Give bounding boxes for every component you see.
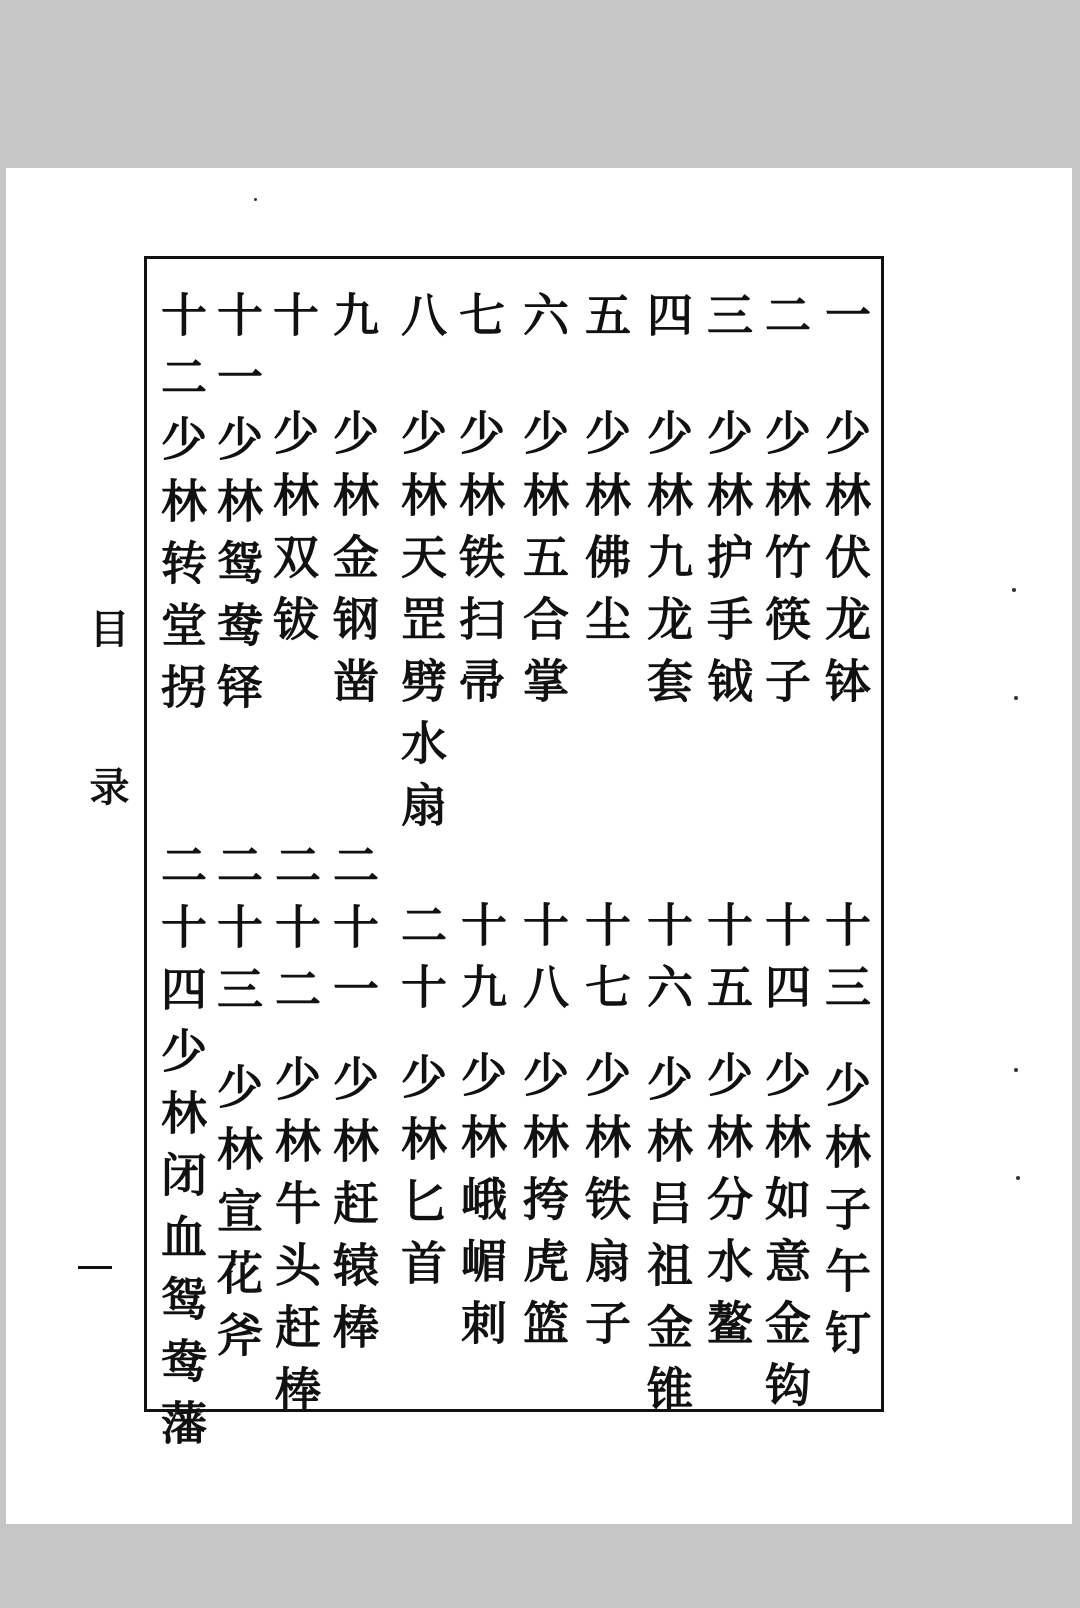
entry-title: 少林挎虎篮	[516, 1051, 570, 1361]
toc-entry-5	[575, 291, 635, 657]
scan-speck	[254, 198, 257, 201]
entry-number: 二十一	[326, 841, 380, 1027]
entry-number: 二十二	[268, 841, 322, 1027]
entry-number: 十六	[640, 901, 694, 1025]
entry-number: 二	[758, 291, 812, 353]
toc-entry-24	[151, 841, 211, 1461]
entry-number: 四	[640, 291, 694, 353]
entry-title: 少林赶辕棒	[326, 1055, 380, 1365]
entry-number: 七	[452, 291, 506, 353]
toc-entry-14	[755, 901, 815, 1423]
entry-title: 少林匕首	[394, 1053, 448, 1301]
entry-title: 少林如意金钩	[758, 1051, 812, 1423]
entry-number: 十二	[154, 291, 208, 415]
entry-number: 十一	[210, 291, 264, 415]
toc-entry-16	[637, 901, 697, 1427]
entry-number: 六	[516, 291, 570, 353]
margin-title: 目录	[83, 608, 130, 924]
toc-entry-15	[697, 901, 757, 1361]
toc-entry-2	[755, 291, 815, 719]
scan-speck	[1014, 696, 1018, 700]
entry-title: 少林天罡劈水扇	[394, 409, 448, 843]
toc-entry-3	[697, 291, 757, 719]
entry-number: 一	[818, 291, 872, 353]
entry-number: 十	[266, 291, 320, 353]
entry-number: 二十	[394, 901, 448, 1025]
entry-title: 少林九龙套	[640, 409, 694, 719]
entry-number: 十九	[454, 901, 508, 1025]
entry-number: 十八	[516, 901, 570, 1025]
entry-title: 少林牛头赶棒	[268, 1055, 322, 1427]
toc-entry-21	[323, 841, 383, 1365]
scan-speck	[1014, 1068, 1018, 1072]
entry-title: 少林铁扫帚	[452, 409, 506, 719]
entry-title: 少林闭血鸳鸯藩	[154, 1027, 208, 1461]
entry-title: 少林分水鳌	[700, 1051, 754, 1361]
entry-number: 五	[578, 291, 632, 353]
toc-entry-6	[513, 291, 573, 719]
entry-number: 八	[394, 291, 448, 353]
entry-title: 少林伏龙钵	[818, 409, 872, 719]
toc-entry-7	[449, 291, 509, 719]
entry-title: 少林转堂拐	[154, 415, 208, 725]
entry-title: 少林铁扇子	[578, 1051, 632, 1361]
scan-speck	[1016, 1176, 1020, 1180]
entry-title: 少林佛尘	[578, 409, 632, 657]
scan-speck	[1012, 588, 1016, 592]
toc-entry-13	[815, 901, 875, 1371]
entry-title: 少林竹筷子	[758, 409, 812, 719]
entry-title: 少林金钢凿	[326, 409, 380, 719]
entry-number: 三	[700, 291, 754, 353]
entry-title: 少林吕祖金锥	[640, 1055, 694, 1427]
entry-number: 十五	[700, 901, 754, 1025]
entry-number: 十三	[818, 901, 872, 1025]
toc-entry-10	[263, 291, 323, 657]
toc-entry-9	[323, 291, 383, 719]
entry-title: 少林子午钉	[818, 1061, 872, 1371]
entry-title: 少林五合掌	[516, 409, 570, 719]
toc-entry-22	[265, 841, 325, 1427]
entry-number: 十七	[578, 901, 632, 1025]
entry-title: 少林峨嵋刺	[454, 1051, 508, 1361]
entry-title: 少林鸳鸯铎	[210, 415, 264, 725]
entry-title: 少林宣花斧	[210, 1063, 264, 1373]
entry-number: 二十三	[210, 841, 264, 1027]
toc-entry-12	[151, 291, 211, 725]
entry-title: 少林护手钺	[700, 409, 754, 719]
page-number-mark	[78, 1266, 112, 1269]
toc-frame	[144, 256, 884, 1461]
toc-entry-23	[207, 841, 267, 1373]
entry-number: 九	[326, 291, 380, 353]
entry-number: 十四	[758, 901, 812, 1025]
entry-number: 二十四	[154, 841, 208, 1027]
toc-entry-1	[815, 291, 875, 719]
toc-entry-18	[513, 901, 573, 1361]
toc-entry-8	[391, 291, 451, 843]
entry-title: 少林双钹	[266, 409, 320, 657]
toc-entry-17	[575, 901, 635, 1361]
toc-entry-19	[451, 901, 511, 1361]
toc-entry-20	[391, 901, 451, 1301]
toc-entry-11	[207, 291, 267, 725]
toc-entry-4	[637, 291, 697, 719]
book-page	[6, 168, 1072, 1524]
